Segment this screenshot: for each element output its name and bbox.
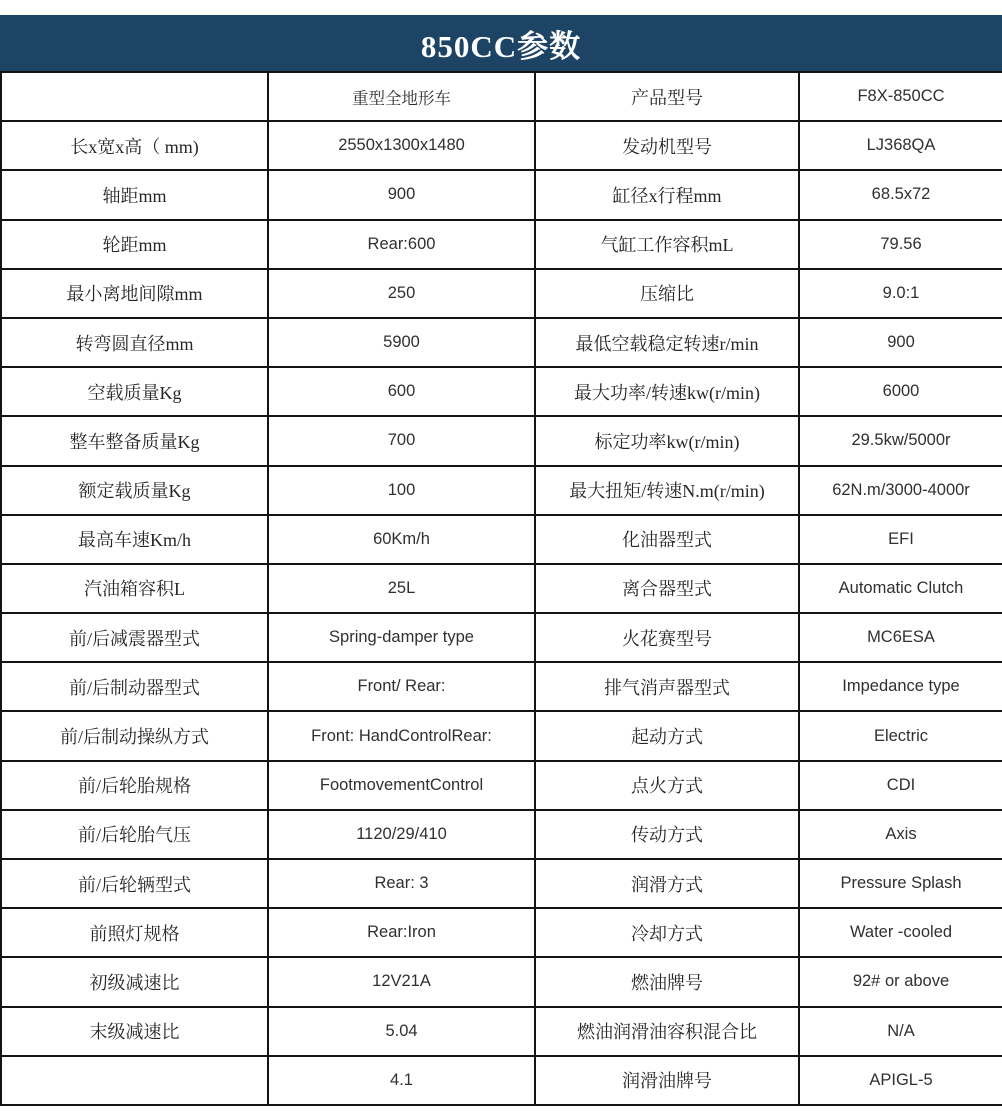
- spec-value: 29.5kw/5000r: [799, 416, 1002, 465]
- table-row: [1, 72, 1002, 121]
- spec-label: 标定功率kw(r/min): [535, 416, 799, 465]
- table-row: [1, 810, 1002, 859]
- spec-label: 起动方式: [535, 711, 799, 760]
- spec-value: APIGL-5: [799, 1056, 1002, 1105]
- spec-value: N/A: [799, 1007, 1002, 1056]
- table-row: [1, 564, 1002, 613]
- spec-value: 68.5x72: [799, 170, 1002, 219]
- spec-label: 燃油牌号: [535, 957, 799, 1006]
- spec-label: 轮距mm: [1, 220, 268, 269]
- table-row: [1, 662, 1002, 711]
- table-row: [1, 367, 1002, 416]
- spec-label: 燃油润滑油容积混合比: [535, 1007, 799, 1056]
- table-row: [1, 466, 1002, 515]
- spec-label: 额定载质量Kg: [1, 466, 268, 515]
- page-title: 850CC参数: [420, 29, 582, 64]
- spec-value: 5900: [268, 318, 535, 367]
- spec-value: FootmovementControl: [268, 761, 535, 810]
- table-row: [1, 269, 1002, 318]
- spec-label: 前/后轮胎规格: [1, 761, 268, 810]
- spec-label: 前/后制动操纵方式: [1, 711, 268, 760]
- spec-label: 火花赛型号: [535, 613, 799, 662]
- spec-value: Water -cooled: [799, 908, 1002, 957]
- table-row: [1, 318, 1002, 367]
- spec-value: 12V21A: [268, 957, 535, 1006]
- table-row: [1, 416, 1002, 465]
- spec-value: 5.04: [268, 1007, 535, 1056]
- spec-label: 产品型号: [535, 72, 799, 121]
- spec-value: Front: HandControlRear:: [268, 711, 535, 760]
- spec-label: 冷却方式: [535, 908, 799, 957]
- spec-label: 离合器型式: [535, 564, 799, 613]
- spec-value: Automatic Clutch: [799, 564, 1002, 613]
- spec-label: 最大功率/转速kw(r/min): [535, 367, 799, 416]
- spec-value: 25L: [268, 564, 535, 613]
- spec-value: F8X-850CC: [799, 72, 1002, 121]
- spec-label: 前/后轮胎气压: [1, 810, 268, 859]
- spec-label: 前/后轮辆型式: [1, 859, 268, 908]
- spec-value: CDI: [799, 761, 1002, 810]
- spec-value: 62N.m/3000-4000r: [799, 466, 1002, 515]
- table-row: [1, 515, 1002, 564]
- spec-label: 前照灯规格: [1, 908, 268, 957]
- table-row: [1, 711, 1002, 760]
- spec-label: 最高车速Km/h: [1, 515, 268, 564]
- table-row: [1, 1007, 1002, 1056]
- spec-value: 2550x1300x1480: [268, 121, 535, 170]
- spec-label: 长x宽x高（ mm): [1, 121, 268, 170]
- spec-value: 600: [268, 367, 535, 416]
- spec-label: 整车整备质量Kg: [1, 416, 268, 465]
- spec-value: 60Km/h: [268, 515, 535, 564]
- spec-table-body: [1, 72, 1002, 1105]
- spec-value: 重型全地形车: [268, 72, 535, 121]
- table-row: [1, 121, 1002, 170]
- spec-value: Rear:Iron: [268, 908, 535, 957]
- spec-value: 1120/29/410: [268, 810, 535, 859]
- spec-label: 初级减速比: [1, 957, 268, 1006]
- spec-value: Axis: [799, 810, 1002, 859]
- spec-value: 100: [268, 466, 535, 515]
- spec-label: 排气消声器型式: [535, 662, 799, 711]
- table-row: [1, 1056, 1002, 1105]
- spec-value: 900: [799, 318, 1002, 367]
- spec-value: Electric: [799, 711, 1002, 760]
- spec-value: Front/ Rear:: [268, 662, 535, 711]
- spec-value: LJ368QA: [799, 121, 1002, 170]
- spec-label: 润滑油牌号: [535, 1056, 799, 1105]
- spec-label: 轴距mm: [1, 170, 268, 219]
- spec-label: [1, 1056, 268, 1105]
- table-row: [1, 170, 1002, 219]
- spec-label: 汽油箱容积L: [1, 564, 268, 613]
- spec-label: 最低空载稳定转速r/min: [535, 318, 799, 367]
- spec-table: [0, 71, 1002, 1106]
- spec-label: 发动机型号: [535, 121, 799, 170]
- spec-label: 传动方式: [535, 810, 799, 859]
- spec-value: 4.1: [268, 1056, 535, 1105]
- spec-value: 9.0:1: [799, 269, 1002, 318]
- spec-label: 化油器型式: [535, 515, 799, 564]
- spec-value: Rear: 3: [268, 859, 535, 908]
- spec-value: Impedance type: [799, 662, 1002, 711]
- spec-value: Pressure Splash: [799, 859, 1002, 908]
- spec-value: 79.56: [799, 220, 1002, 269]
- spec-label: 前/后制动器型式: [1, 662, 268, 711]
- spec-label: 润滑方式: [535, 859, 799, 908]
- spec-label: 前/后减震器型式: [1, 613, 268, 662]
- spec-value: 700: [268, 416, 535, 465]
- table-row: [1, 908, 1002, 957]
- spec-label: 末级减速比: [1, 1007, 268, 1056]
- table-row: [1, 859, 1002, 908]
- spec-value: 6000: [799, 367, 1002, 416]
- spec-label: 点火方式: [535, 761, 799, 810]
- spec-value: 250: [268, 269, 535, 318]
- spec-label: 转弯圆直径mm: [1, 318, 268, 367]
- spec-value: 900: [268, 170, 535, 219]
- table-row: [1, 957, 1002, 1006]
- spec-label: 压缩比: [535, 269, 799, 318]
- spec-value: Rear:600: [268, 220, 535, 269]
- spec-label: 最大扭矩/转速N.m(r/min): [535, 466, 799, 515]
- spec-label: 最小离地间隙mm: [1, 269, 268, 318]
- table-row: [1, 613, 1002, 662]
- spec-label: 空载质量Kg: [1, 367, 268, 416]
- spec-value: 92# or above: [799, 957, 1002, 1006]
- spec-value: Spring-damper type: [268, 613, 535, 662]
- table-row: [1, 220, 1002, 269]
- spec-label: [1, 72, 268, 121]
- title-bar: [0, 15, 1002, 72]
- spec-value: EFI: [799, 515, 1002, 564]
- spec-label: 气缸工作容积mL: [535, 220, 799, 269]
- table-row: [1, 761, 1002, 810]
- spec-label: 缸径x行程mm: [535, 170, 799, 219]
- spec-value: MC6ESA: [799, 613, 1002, 662]
